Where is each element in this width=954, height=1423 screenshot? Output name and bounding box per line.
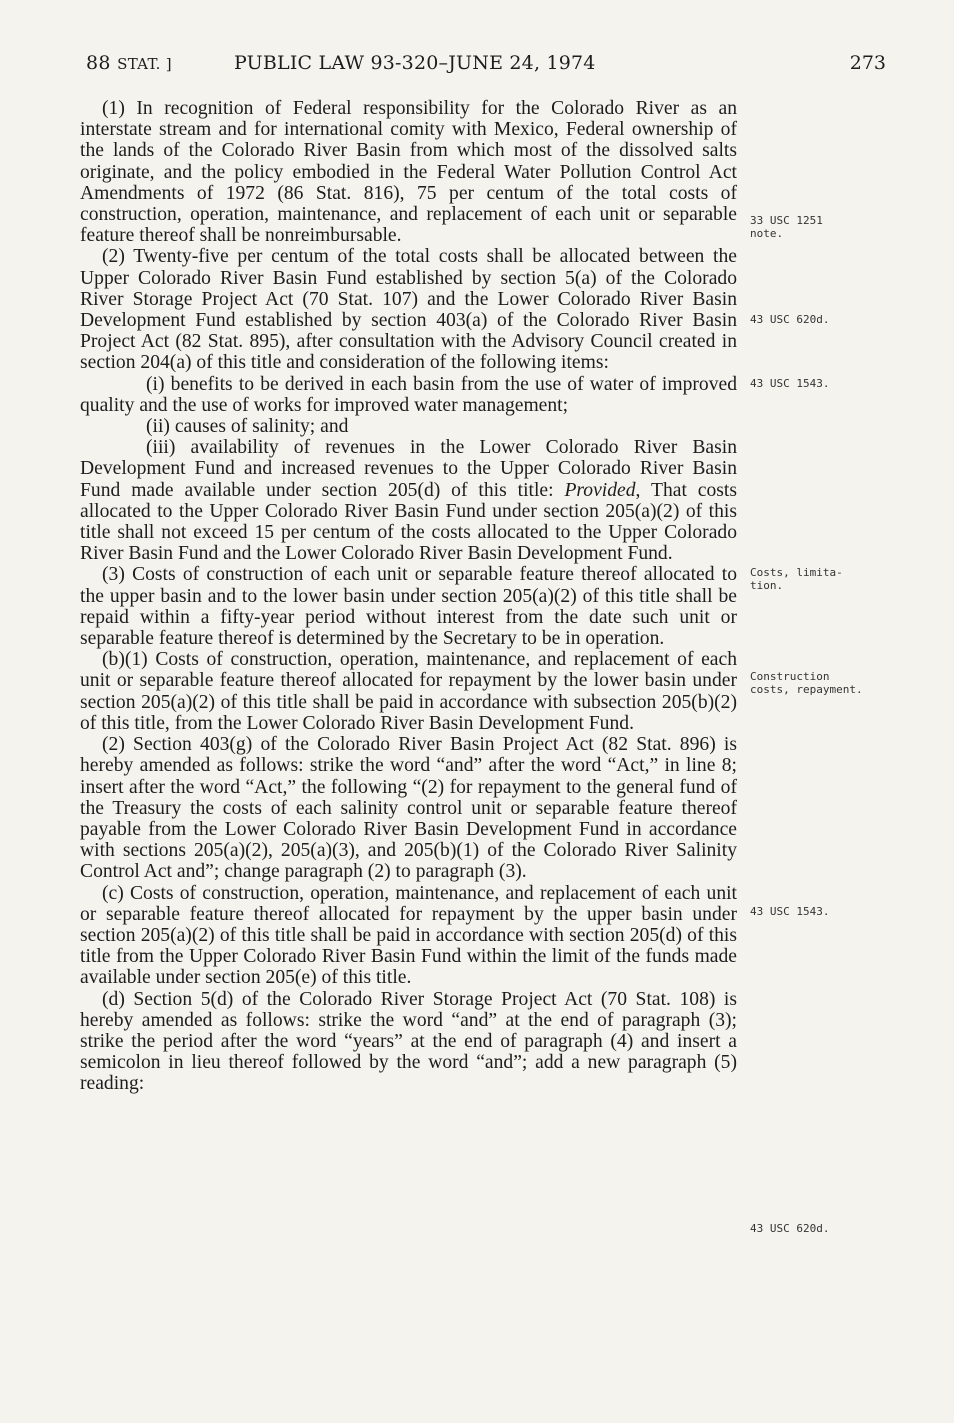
margin-note-5 bbox=[750, 670, 900, 696]
statute-volume: 88 bbox=[86, 52, 111, 74]
margin-note-4 bbox=[750, 566, 900, 592]
page-title: PUBLIC LAW 93-320–JUNE 24, 1974 bbox=[234, 52, 596, 74]
paragraph-b1: (b)(1) Costs of construction, operation, maintenance, and replacement of each unit or separable feature thereof allocated for repayment by the lower basin under section 205(a)(2) of this title shall be paid in accordance with subsection 205(b)(2) of this title, from the Lower Colorado River Basin Development Fund. bbox=[80, 649, 737, 734]
statute-reference bbox=[86, 52, 172, 74]
item-iii bbox=[80, 437, 737, 564]
paragraph-a3: (3) Costs of construction of each unit or separable feature thereof allocated to the upper basin and to the lower basin under section 205(a)(2) of this title shall be repaid within a fifty-year period without interest from the date such unit or separable feature thereof is determined by the Secretary to be in operation. bbox=[80, 564, 737, 650]
provided-word: Provided bbox=[564, 479, 636, 501]
item-iii-proviso: , That costs allocated to the Upper Colorado River Basin Fund under section 205(a)(2) of this title shall not exceed 15 per centum of the costs allocated to the Upper Colorado River Basin Fund and the Lower Colorado River Basin Development Fund. bbox=[80, 479, 737, 565]
page-header bbox=[86, 48, 886, 82]
margin-note-line: Construction bbox=[750, 670, 830, 683]
item-ii: (ii) causes of salinity; and bbox=[146, 416, 349, 438]
margin-note-line: costs, repayment. bbox=[750, 683, 863, 696]
statute-label: STAT. ] bbox=[117, 55, 172, 73]
margin-note-2 bbox=[750, 313, 900, 326]
margin-note-line: 33 USC 1251 bbox=[750, 214, 823, 227]
paragraph-a1: (1) In recognition of Federal responsibility for the Colorado River as an interstate stream and for international comity with Mexico, Federal ownership of the lands of the Colorado River Basin from which most of the dissolved salts originate, and the policy embodied in the Federal Water Pollution Control Act Amendments of 1972 (86 Stat. 816), 75 per centum of the total costs of construction, operation, maintenance, and replacement of each unit or separable feature thereof shall be nonreimbursable. bbox=[80, 98, 737, 247]
margin-note-line: tion. bbox=[750, 579, 784, 592]
item-iii-text: (iii) availability of revenues in the Lower Colorado River Basin Development Fund and increased revenues to the Upper Colorado River Basin Fund made available under section 205(d) of this title: bbox=[80, 437, 737, 501]
margin-note-1 bbox=[750, 214, 900, 240]
paragraph-b2: (2) Section 403(g) of the Colorado River Basin Project Act (82 Stat. 896) is hereby amended as follows: strike the word “and” after the word “Act,” in line 8; insert after the word “Act,” the following “(2) for repayment to the general fund of the Treasury the costs of each salinity control unit or separable feature thereof payable from the Lower Colorado River Basin Development Fund in accordance with sections 205(a)(2), 205(a)(3), and 205(b)(1) of the Colorado River Salinity Control Act and”; change paragraph (2) to paragraph (3). bbox=[80, 734, 737, 883]
margin-note-line: 43 USC 1543. bbox=[750, 905, 830, 918]
paragraph-a2: (2) Twenty-five per centum of the total costs shall be allocated between the Upper Colorado River Basin Fund established by section 5(a) of the Colorado River Storage Project Act (70 Stat. 107) and the Lower Colorado River Basin Development Fund established by section 403(a) of the Colorado River Basin Project Act (82 Stat. 895), after consultation with the Advisory Council created in section 204(a) of this title and consideration of the following items: bbox=[80, 246, 737, 374]
margin-note-6 bbox=[750, 905, 900, 918]
item-i: (i) benefits to be derived in each basin from the use of water of improved quality and the use of works for improved water management; bbox=[80, 373, 737, 416]
margin-note-3 bbox=[750, 377, 900, 390]
margin-note-line: note. bbox=[750, 227, 784, 240]
margin-note-line: 43 USC 620d. bbox=[750, 313, 830, 326]
margin-note-line: 43 USC 620d. bbox=[750, 1222, 830, 1235]
paragraph-d: (d) Section 5(d) of the Colorado River Storage Project Act (70 Stat. 108) is hereby amended as follows: strike the word “and” at the end of paragraph (3); strike the period after the word “years” at the end of paragraph (4) and insert a semicolon in lieu thereof followed by the word “and”; add a new paragraph (5) reading: bbox=[80, 988, 737, 1095]
body-text bbox=[80, 98, 737, 1095]
margin-note-line: 43 USC 1543. bbox=[750, 377, 830, 390]
page-number: 273 bbox=[849, 52, 886, 74]
margin-note-7 bbox=[750, 1222, 900, 1235]
paragraph-c: (c) Costs of construction, operation, maintenance, and replacement of each unit or separable feature thereof allocated for repayment by the upper basin under section 205(a)(2) of this title shall be paid in accordance with section 205(d) of this title from the Upper Colorado River Basin Fund within the limit of the funds made available under section 205(e) of this title. bbox=[80, 882, 737, 989]
margin-note-line: Costs, limita- bbox=[750, 566, 843, 579]
